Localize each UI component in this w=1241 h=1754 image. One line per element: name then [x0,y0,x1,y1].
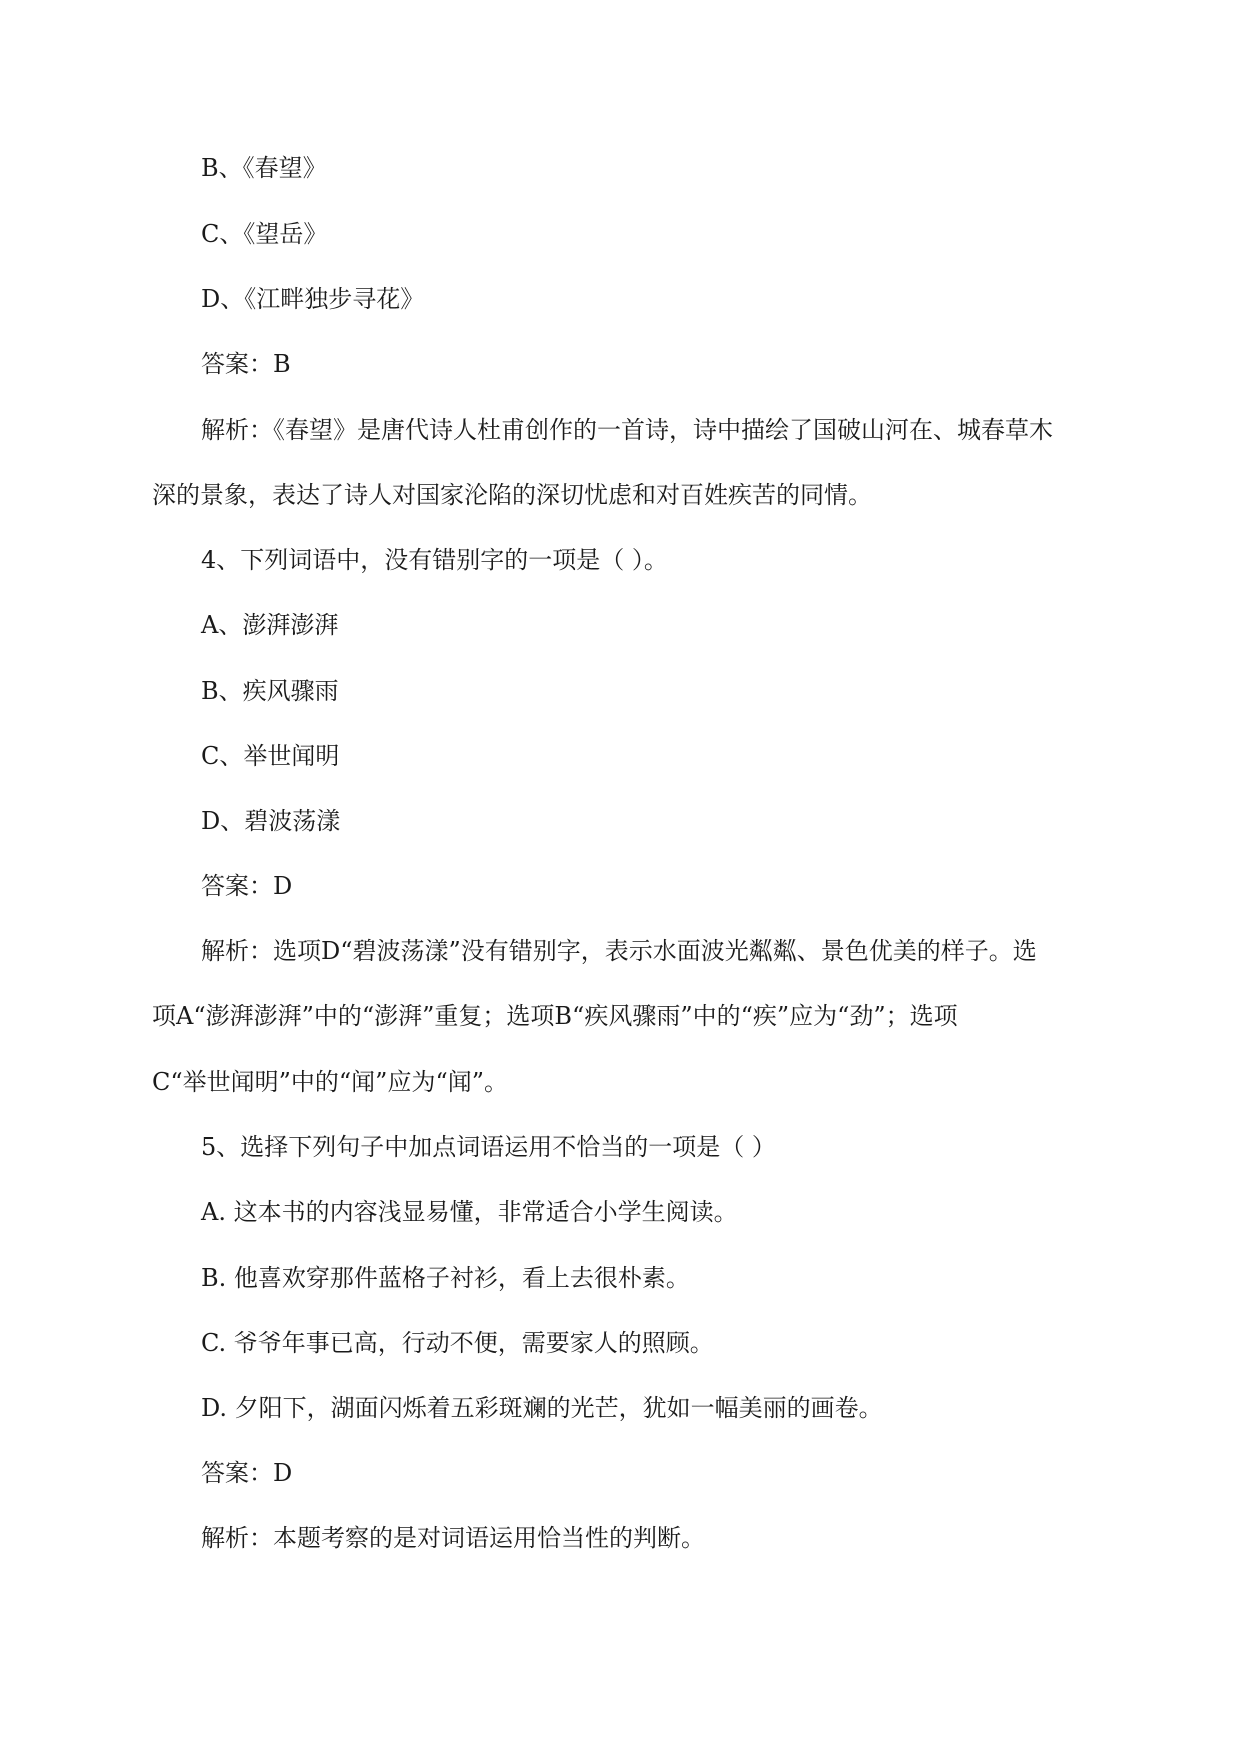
q4-analysis-line3: C“举世闻明”中的“闻”应为“闻”。 [152,1068,508,1096]
q3-option-b: B、《春望》 [201,154,327,182]
q4-option-a: A、澎湃澎湃 [201,611,339,639]
q3-analysis-line1: 解析：《春望》是唐代诗人杜甫创作的一首诗，诗中描绘了国破山河在、城春草木 [201,416,1053,444]
q4-option-d: D、碧波荡漾 [201,807,341,835]
q4-option-b: B、疾风骤雨 [201,677,339,705]
q4-question: 4、下列词语中，没有错别字的一项是（ ）。 [201,546,668,574]
q5-option-c: C. 爷爷年事已高，行动不便，需要家人的照顾。 [201,1329,714,1357]
q3-option-d: D、《江畔独步寻花》 [201,285,425,313]
q4-answer: 答案：D [201,872,293,900]
q4-analysis-line1: 解析：选项D“碧波荡漾”没有错别字，表示水面波光粼粼、景色优美的样子。选 [201,937,1037,965]
q3-analysis-line2: 深的景象，表达了诗人对国家沦陷的深切忧虑和对百姓疾苦的同情。 [152,481,872,509]
q3-answer: 答案：B [201,350,291,378]
q5-option-a: A. 这本书的内容浅显易懂，非常适合小学生阅读。 [201,1198,738,1226]
q4-analysis-line2: 项A“澎湃澎湃”中的“澎湃”重复；选项B“疾风骤雨”中的“疾”应为“劲”；选项 [152,1002,958,1030]
q5-option-b: B. 他喜欢穿那件蓝格子衬衫，看上去很朴素。 [201,1264,690,1292]
q5-analysis: 解析：本题考察的是对词语运用恰当性的判断。 [201,1524,705,1552]
q5-answer: 答案：D [201,1459,293,1487]
q3-option-c: C、《望岳》 [201,220,328,248]
q4-option-c: C、举世闻明 [201,742,340,770]
q5-option-d: D. 夕阳下，湖面闪烁着五彩斑斓的光芒，犹如一幅美丽的画卷。 [201,1394,883,1422]
q5-question: 5、选择下列句子中加点词语运用不恰当的一项是（ ） [201,1133,776,1161]
